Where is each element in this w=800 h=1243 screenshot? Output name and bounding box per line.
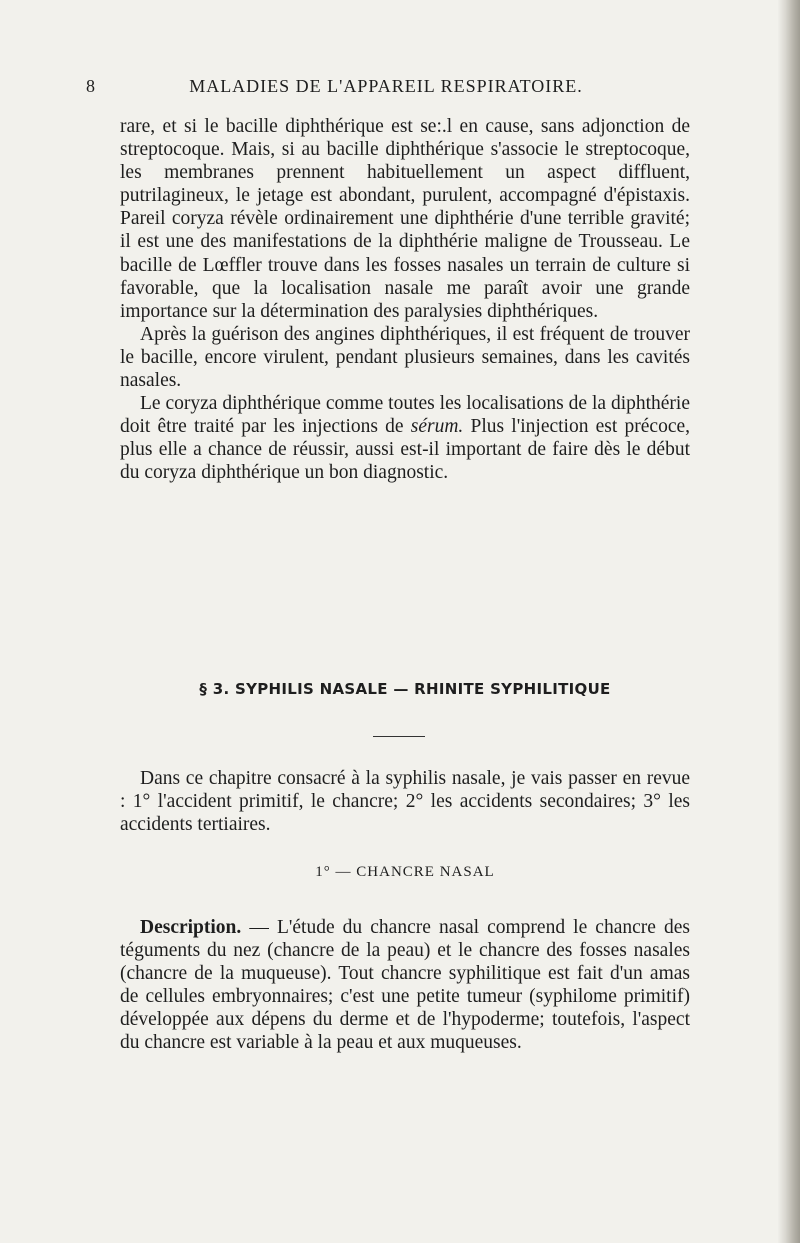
subsection-body bbox=[120, 916, 690, 1055]
section-divider bbox=[373, 736, 425, 737]
description-text: — L'étude du chancre nasal comprend le chancre des téguments du nez (chancre de la peau) et le chancre des fosses nasales (chancre de la muqueuse). Tout chancre syphilitique est fait d'un amas de cellules embryonnaires; c'est une petite tumeur (syphilome primitif) développée aux dépens du derme et de l'hypoderme; toutefois, l'aspect du chancre est variable à la peau et aux muqueuses. bbox=[120, 917, 690, 1054]
paragraph-2: Après la guérison des angines diphthériques, il est fréquent de trouver le bacille, encore virulent, pendant plusieurs semaines, dans les cavités nasales. bbox=[120, 323, 690, 392]
paragraph-3 bbox=[120, 392, 690, 484]
subsection-heading: 1° — CHANCRE NASAL bbox=[315, 864, 495, 880]
section-intro-block bbox=[120, 767, 690, 836]
description-paragraph bbox=[120, 916, 690, 1055]
paragraph-1: rare, et si le bacille diphthérique est se:.l en cause, sans adjonction de streptocoque. Mais, si au bacille diphthérique s'associe le streptocoque, les membranes prennent habituellement un aspect diffluent, putrilagineux, le jetage est abondant, purulent, accompagné d'épistaxis. Pareil coryza révèle ordinairement une diphthérie d'une terrible gravité; il est une des manifestations de la diphthérie maligne de Trousseau. Le bacille de Lœffler trouve dans les fosses nasales un terrain de culture si favorable, que la localisation nasale me paraît avoir une grande importance sur la détermination des paralysies diphthériques. bbox=[120, 116, 690, 322]
running-title: MALADIES DE L'APPAREIL RESPIRATOIRE. bbox=[189, 76, 583, 96]
page-edge-shadow bbox=[778, 0, 800, 1243]
body-text-top bbox=[120, 115, 690, 485]
paragraph-3-end: Plus l'injection est précoce, plus elle a chance de réussir, aussi est-il important de faire dès le début du coryza diphthérique un bon diagnostic. bbox=[120, 416, 690, 484]
paragraph-3-start: Le coryza diphthérique comme toutes les localisations de la diphthérie doit être traité par les injections de bbox=[120, 393, 690, 438]
paragraph-3-italic: sérum. bbox=[410, 416, 464, 438]
description-lead: Description. bbox=[140, 917, 242, 938]
running-header bbox=[86, 76, 686, 106]
section-heading: § 3. SYPHILIS NASALE — RHINITE SYPHILITIQUE bbox=[199, 680, 611, 698]
section-intro: Dans ce chapitre consacré à la syphilis nasale, je vais passer en revue : 1° l'accident primitif, le chancre; 2° les accidents secondaires; 3° les accidents tertiaires. bbox=[120, 768, 690, 836]
page-number: 8 bbox=[86, 76, 96, 96]
